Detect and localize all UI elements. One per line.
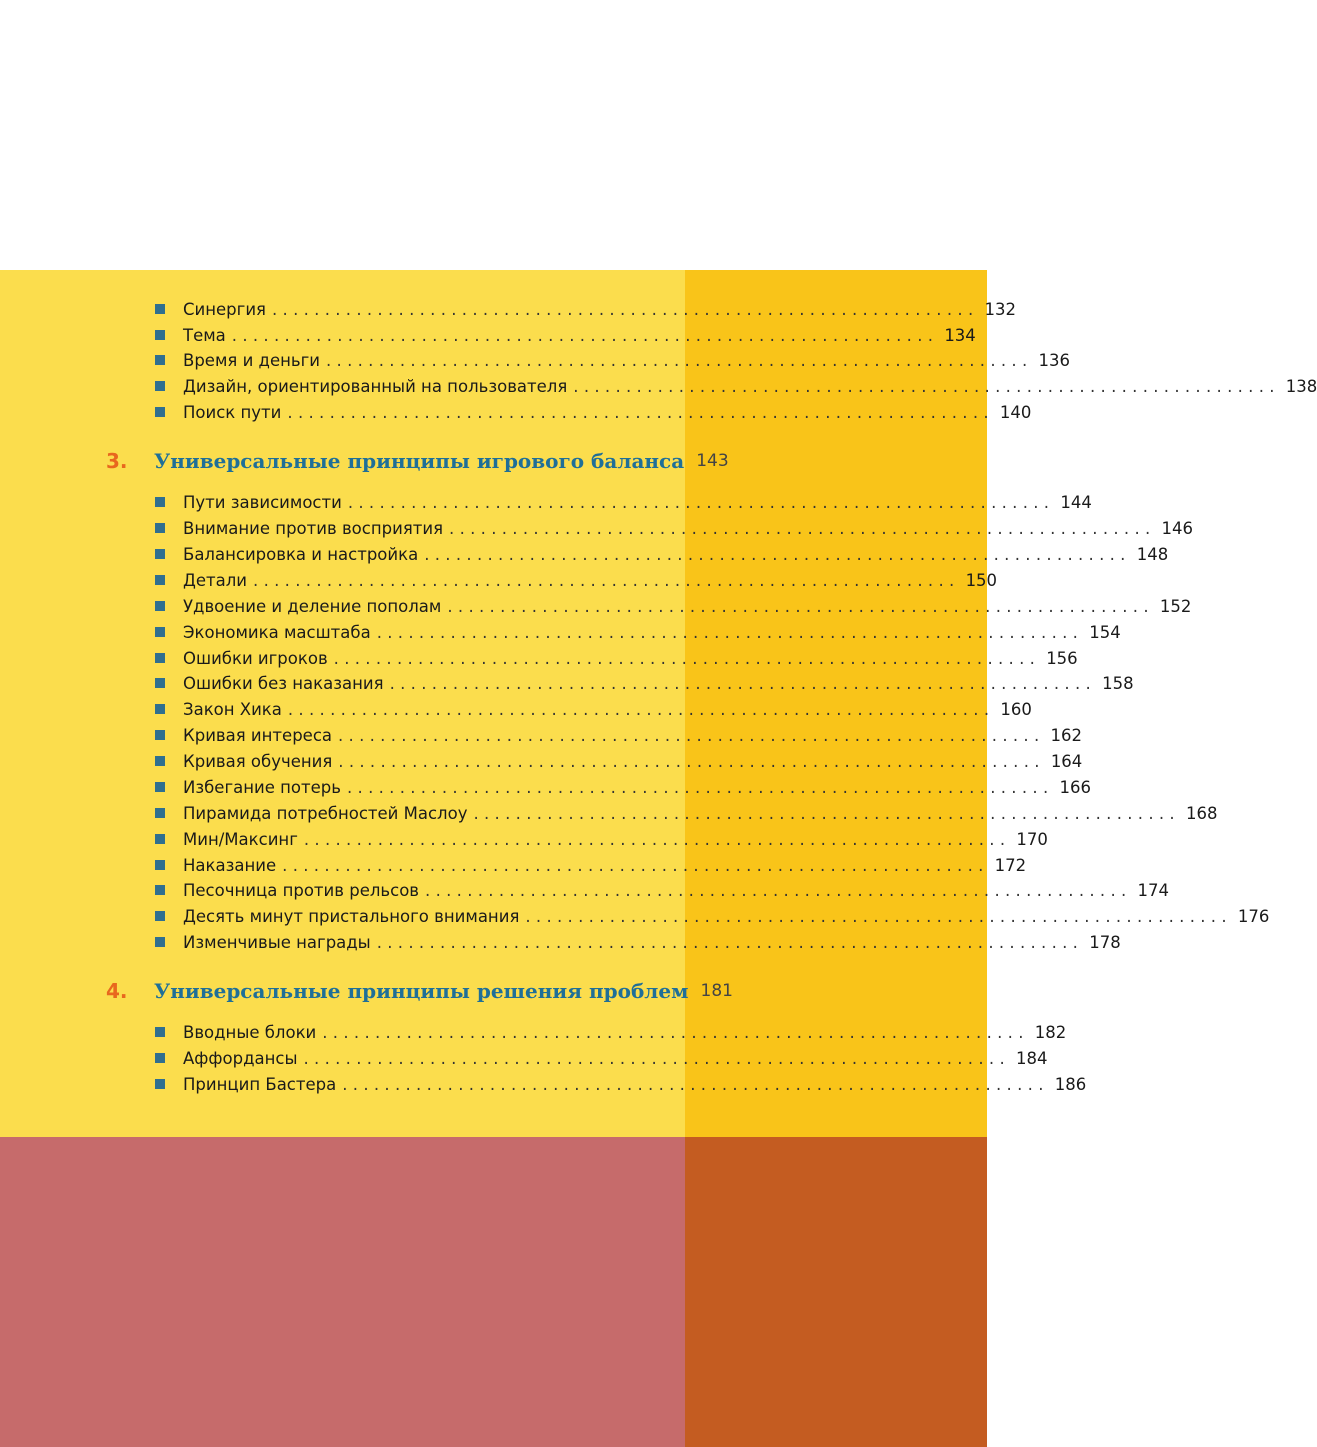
- square-bullet-icon: [155, 730, 165, 740]
- square-bullet-icon: [155, 304, 165, 314]
- toc-entry-label: Синергия: [183, 299, 266, 319]
- square-bullet-icon: [155, 860, 165, 870]
- toc-entry[interactable]: [155, 1047, 1048, 1069]
- chapter-page: 181: [700, 981, 733, 1001]
- toc-entry[interactable]: [155, 1073, 1087, 1095]
- toc-entry[interactable]: [155, 401, 1032, 423]
- rust-side-band: [685, 1137, 987, 1447]
- square-bullet-icon: [155, 1079, 165, 1089]
- toc-entry[interactable]: [155, 879, 1170, 901]
- toc-entry[interactable]: [155, 349, 1071, 371]
- toc-entry-page: 144: [1060, 492, 1092, 512]
- square-bullet-icon: [155, 653, 165, 663]
- toc-entry-page: 172: [994, 855, 1027, 875]
- leader-dots: ...................................................................: [287, 402, 994, 422]
- chapter-title: Универсальные принципы решения проблем: [154, 979, 689, 1003]
- toc-entry-label: Избегание потерь: [183, 777, 341, 797]
- square-bullet-icon: [155, 782, 165, 792]
- toc-entry-label: Песочница против рельсов: [183, 880, 420, 900]
- square-bullet-icon: [155, 1053, 165, 1063]
- toc-entry-label: Принцип Бастера: [183, 1074, 337, 1094]
- leader-dots: ...................................................................: [525, 906, 1232, 926]
- toc-entry[interactable]: [155, 298, 1016, 320]
- square-bullet-icon: [155, 756, 165, 766]
- chapter-heading[interactable]: [106, 976, 733, 1006]
- toc-entry[interactable]: [155, 647, 1078, 669]
- toc-entry-page: 146: [1161, 518, 1194, 538]
- toc-entry-label: Удвоение и деление пополам: [183, 596, 442, 616]
- toc-entry-label: Наказание: [183, 855, 277, 875]
- square-bullet-icon: [155, 381, 165, 391]
- toc-entry-page: 154: [1089, 622, 1121, 642]
- square-bullet-icon: [155, 911, 165, 921]
- toc-entry-page: 164: [1050, 751, 1083, 771]
- leader-dots: ...................................................................: [326, 350, 1033, 370]
- toc-entry-page: 176: [1237, 906, 1270, 926]
- toc-entry[interactable]: [155, 698, 1032, 720]
- toc-entry[interactable]: [155, 1021, 1067, 1043]
- toc-entry-label: Время и деньги: [183, 350, 320, 370]
- toc-entry-label: Кривая интереса: [183, 725, 332, 745]
- toc-entry[interactable]: [155, 828, 1048, 850]
- toc-entry-label: Вводные блоки: [183, 1022, 317, 1042]
- leader-dots: ...................................................................: [322, 1022, 1029, 1042]
- square-bullet-icon: [155, 355, 165, 365]
- toc-entry-label: Изменчивые награды: [183, 932, 371, 952]
- toc-entry[interactable]: [155, 724, 1083, 746]
- toc-entry[interactable]: [155, 621, 1121, 643]
- toc-entry[interactable]: [155, 491, 1092, 513]
- toc-entry[interactable]: [155, 931, 1121, 953]
- square-bullet-icon: [155, 601, 165, 611]
- toc-entry-page: 178: [1089, 932, 1121, 952]
- square-bullet-icon: [155, 627, 165, 637]
- leader-dots: ...................................................................: [342, 1074, 1049, 1094]
- toc-entry-page: 132: [984, 299, 1016, 319]
- toc-entry-label: Тема: [183, 325, 226, 345]
- toc-entry-page: 168: [1185, 803, 1218, 823]
- toc-entry-label: Ошибки игроков: [183, 648, 328, 668]
- toc-entry-page: 184: [1016, 1048, 1048, 1068]
- leader-dots: ...................................................................: [389, 673, 1097, 693]
- toc-entry-page: 158: [1102, 673, 1134, 693]
- toc-entry-label: Детали: [183, 570, 248, 590]
- leader-dots: ...................................................................: [449, 518, 1156, 538]
- toc-entry[interactable]: [155, 517, 1194, 539]
- leader-dots: ...................................................................: [376, 622, 1084, 642]
- square-bullet-icon: [155, 497, 165, 507]
- leader-dots: ...................................................................: [303, 1048, 1010, 1068]
- square-bullet-icon: [155, 523, 165, 533]
- toc-entry-page: 156: [1046, 648, 1078, 668]
- toc-entry-page: 166: [1059, 777, 1091, 797]
- leader-dots: ...................................................................: [347, 492, 1055, 512]
- toc-entry[interactable]: [155, 595, 1192, 617]
- leader-dots: ...................................................................: [231, 325, 939, 345]
- toc-entry-label: Дизайн, ориентированный на пользователя: [183, 376, 568, 396]
- square-bullet-icon: [155, 1027, 165, 1037]
- square-bullet-icon: [155, 885, 165, 895]
- toc-entry[interactable]: [155, 324, 976, 346]
- toc-entry-page: 150: [965, 570, 998, 590]
- leader-dots: ...................................................................: [376, 932, 1084, 952]
- toc-entry-page: 182: [1034, 1022, 1067, 1042]
- toc-entry-label: Экономика масштаба: [183, 622, 371, 642]
- leader-dots: ...................................................................: [282, 855, 989, 875]
- toc-entry[interactable]: [155, 776, 1091, 798]
- leader-dots: ...................................................................: [338, 751, 1045, 771]
- toc-entry-page: 160: [1000, 699, 1032, 719]
- chapter-title: Универсальные принципы игрового баланса: [154, 449, 685, 473]
- toc-entry[interactable]: [155, 905, 1270, 927]
- chapter-heading[interactable]: [106, 446, 729, 476]
- square-bullet-icon: [155, 808, 165, 818]
- leader-dots: ...................................................................: [287, 699, 995, 719]
- square-bullet-icon: [155, 937, 165, 947]
- toc-entry[interactable]: [155, 543, 1169, 565]
- square-bullet-icon: [155, 549, 165, 559]
- toc-entry-label: Внимание против восприятия: [183, 518, 444, 538]
- toc-entry-page: 162: [1050, 725, 1083, 745]
- square-bullet-icon: [155, 834, 165, 844]
- toc-entry-page: 170: [1016, 829, 1048, 849]
- leader-dots: ...................................................................: [338, 725, 1045, 745]
- leader-dots: ...................................................................: [425, 880, 1132, 900]
- toc-entry-page: 136: [1038, 350, 1071, 370]
- toc-entry-page: 134: [944, 325, 976, 345]
- toc-entry-page: 174: [1137, 880, 1170, 900]
- toc-entry-label: Кривая обучения: [183, 751, 333, 771]
- toc-entry[interactable]: [155, 802, 1218, 824]
- toc-entry-label: Закон Хика: [183, 699, 282, 719]
- toc-entry[interactable]: [155, 750, 1083, 772]
- toc-entry-label: Пути зависимости: [183, 492, 342, 512]
- leader-dots: ...................................................................: [424, 544, 1131, 564]
- leader-dots: ...................................................................: [346, 777, 1054, 797]
- leader-dots: ...................................................................: [447, 596, 1154, 616]
- toc-entry-label: Поиск пути: [183, 402, 282, 422]
- toc-entry[interactable]: [155, 569, 998, 591]
- leader-dots: ...................................................................: [473, 803, 1180, 823]
- chapter-number: 4.: [106, 979, 128, 1003]
- chapter-page: 143: [696, 451, 729, 471]
- toc-entry[interactable]: [155, 854, 1027, 876]
- leader-dots: ...................................................................: [271, 299, 979, 319]
- toc-entry-label: Аффордансы: [183, 1048, 298, 1068]
- square-bullet-icon: [155, 407, 165, 417]
- leader-dots: ...................................................................: [303, 829, 1011, 849]
- square-bullet-icon: [155, 330, 165, 340]
- leader-dots: ...................................................................: [333, 648, 1041, 668]
- toc-entry[interactable]: [155, 375, 1317, 397]
- toc-entry-page: 152: [1159, 596, 1192, 616]
- chapter-number: 3.: [106, 449, 128, 473]
- toc-entry-label: Пирамида потребностей Маслоу: [183, 803, 468, 823]
- toc-entry-page: 148: [1136, 544, 1169, 564]
- square-bullet-icon: [155, 704, 165, 714]
- toc-entry-label: Десять минут пристального внимания: [183, 906, 520, 926]
- toc-entry-label: Балансировка и настройка: [183, 544, 419, 564]
- square-bullet-icon: [155, 575, 165, 585]
- leader-dots: ...................................................................: [253, 570, 960, 590]
- toc-entry-label: Мин/Максинг: [183, 829, 298, 849]
- toc-entry-label: Ошибки без наказания: [183, 673, 384, 693]
- square-bullet-icon: [155, 678, 165, 688]
- leader-dots: ...................................................................: [573, 376, 1280, 396]
- toc-entry-page: 140: [999, 402, 1032, 422]
- rose-main-band: [0, 1137, 685, 1447]
- toc-entry[interactable]: [155, 672, 1134, 694]
- toc-entry-page: 138: [1285, 376, 1317, 396]
- toc-entry-page: 186: [1054, 1074, 1087, 1094]
